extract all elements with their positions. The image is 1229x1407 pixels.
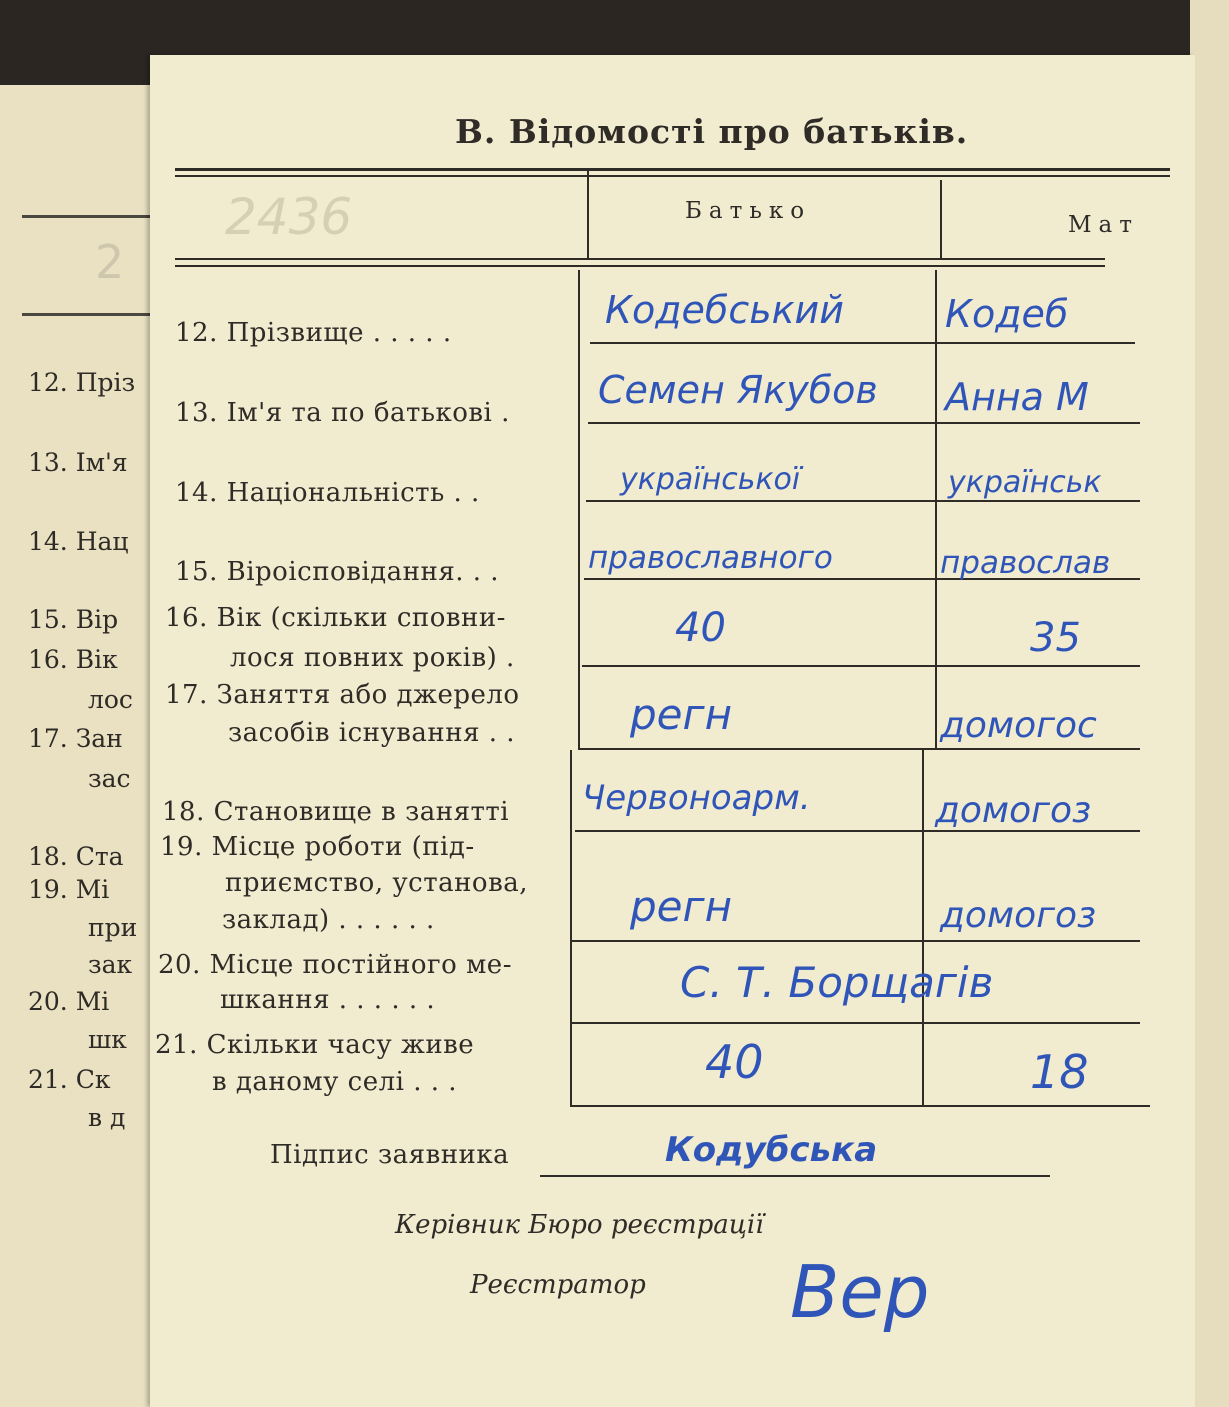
father-duration-value: 40 — [705, 1035, 764, 1089]
top-rule — [175, 168, 1170, 171]
column-divider — [578, 270, 580, 750]
row-label-workplace-cont: приємство, установа, — [225, 868, 528, 898]
row-label-name: 13. Ім'я та по батькові . — [175, 398, 510, 428]
row-rule — [586, 500, 1140, 502]
back-rule — [22, 215, 157, 218]
back-item: зас — [88, 764, 131, 793]
back-item: 18. Ста — [28, 842, 124, 871]
column-divider — [940, 180, 942, 258]
row-label-occupation: 17. Заняття або джерело — [165, 680, 520, 710]
signature-line — [540, 1175, 1050, 1177]
mother-age-value: 35 — [1030, 615, 1081, 661]
section-title: В. Відомості про батьків. — [455, 112, 969, 151]
back-item: лос — [88, 685, 133, 714]
father-age-value: 40 — [675, 605, 726, 651]
father-occupation-value: регн — [630, 690, 733, 739]
row-rule — [588, 422, 1140, 424]
row-label-age-cont: лося повних років) . — [230, 643, 515, 673]
registrar-label: Реєстратор — [470, 1270, 646, 1300]
back-rule — [22, 313, 157, 316]
applicant-signature: Кодубська — [665, 1130, 878, 1170]
mother-workplace-value: домогоз — [940, 895, 1097, 936]
row-label-occupation-cont: засобів існування . . — [228, 718, 516, 748]
row-label-surname: 12. Прізвище . . . . . — [175, 318, 452, 348]
back-item: 12. Пріз — [28, 368, 136, 397]
father-residence-value: С. Т. Борщагів — [680, 958, 994, 1007]
head-of-bureau-label: Керівник Бюро реєстрації — [395, 1210, 764, 1240]
back-faded-number: 2 — [95, 235, 125, 289]
column-divider — [570, 750, 572, 1105]
father-position-value: Червоноарм. — [582, 778, 811, 818]
row-rule — [590, 342, 1135, 344]
row-rule — [582, 665, 1140, 667]
row-label-workplace: 19. Місце роботи (під- — [160, 832, 475, 862]
header-rule — [175, 265, 1105, 267]
father-religion-value: православного — [588, 540, 833, 576]
mother-name-value: Анна М — [945, 375, 1089, 419]
mother-religion-value: православ — [940, 545, 1111, 581]
back-item: 20. Мі — [28, 987, 110, 1016]
registrar-signature: Вер — [790, 1250, 930, 1334]
back-item: при — [88, 913, 138, 942]
back-item: 16. Вік — [28, 645, 118, 674]
back-item: зак — [88, 950, 133, 979]
row-label-duration-cont: в даному селі . . . — [212, 1067, 458, 1097]
row-label-religion: 15. Віроісповідання. . . — [175, 557, 500, 587]
row-rule — [572, 1022, 1140, 1024]
row-rule — [570, 1105, 1150, 1107]
back-item: в д — [88, 1103, 126, 1132]
back-item: 15. Вір — [28, 605, 119, 634]
archive-number: 2436 — [225, 188, 353, 246]
top-rule — [175, 175, 1170, 177]
mother-column-header: Мат — [1068, 212, 1139, 238]
next-page-edge — [1190, 0, 1229, 1407]
row-label-age: 16. Вік (скільки сповни- — [165, 603, 506, 633]
signature-label: Підпис заявника — [270, 1140, 510, 1170]
back-item: 13. Ім'я — [28, 448, 128, 477]
back-item: 19. Мі — [28, 875, 110, 904]
row-label-duration: 21. Скільки часу живе — [155, 1030, 475, 1060]
row-label-residence-cont: шкання . . . . . . — [220, 985, 436, 1015]
row-label-nationality: 14. Національність . . — [175, 478, 480, 508]
row-rule — [572, 940, 1140, 942]
column-divider — [587, 170, 589, 258]
father-name-value: Семен Якубов — [598, 368, 878, 412]
column-divider — [922, 750, 924, 1105]
back-item: 17. Зан — [28, 724, 123, 753]
mother-duration-value: 18 — [1030, 1045, 1089, 1099]
mother-surname-value: Кодеб — [945, 292, 1069, 336]
back-item: 14. Нац — [28, 527, 129, 556]
father-nationality-value: української — [620, 462, 801, 497]
father-workplace-value: регн — [630, 882, 733, 931]
father-column-header: Батько — [685, 198, 812, 224]
mother-nationality-value: українськ — [948, 465, 1102, 500]
row-label-residence: 20. Місце постійного ме- — [158, 950, 512, 980]
mother-occupation-value: домогос — [940, 705, 1097, 746]
row-label-workplace-cont: заклад) . . . . . . — [222, 905, 435, 935]
father-surname-value: Кодебський — [605, 288, 844, 332]
back-item: шк — [88, 1025, 127, 1054]
back-item: 21. Ск — [28, 1065, 111, 1094]
header-rule — [175, 258, 1105, 260]
row-label-position: 18. Становище в занятті — [162, 797, 510, 827]
mother-position-value: домогоз — [935, 790, 1092, 831]
row-rule — [580, 748, 1140, 750]
